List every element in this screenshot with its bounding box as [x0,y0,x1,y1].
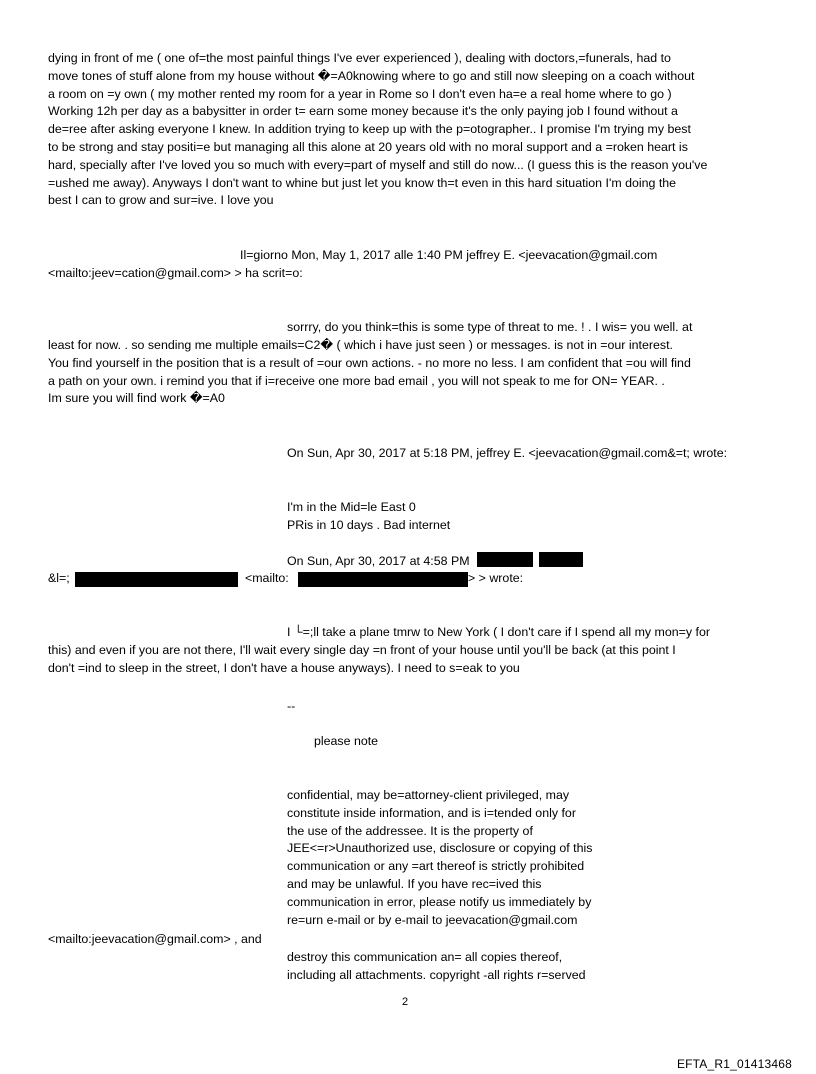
confidentiality-disclaimer-end [287,949,586,985]
text-line: to be strong and stay positi=e but managing all this alone at 20 years old with no moral support and a =roken heart is [48,139,688,154]
redaction-box [75,572,238,587]
text-line: communication or any =art thereof is strictly prohibited [287,859,585,874]
reply-header-3-prefix: On Sun, Apr 30, 2017 at 4:58 PM [287,554,470,568]
text-line: =ushed me away). Anyways I don't want to whine but just let you know th=t even in this hard situation I'm doing the [48,175,677,190]
reply-header-3-amp: &l=; [48,571,70,585]
reply-header-3-wrote: > > wrote: [468,571,524,585]
text-line: hard, specially after I've loved you so much with every=part of myself and still do now... (I guess this is the reason you've [48,157,708,172]
reply-header-italian-line2: <mailto:jeev=cation@gmail.com> > ha scrit=o: [48,266,303,280]
text-line: destroy this communication an= all copies thereof, [287,950,563,964]
text-line: de=ree after asking everyone I knew. In addition trying to keep up with the p=otographer.. I promise I'm trying my best [48,122,691,137]
text-line: re=urn e-mail or by e-mail to jeevacation@gmail.com [287,912,578,927]
text-line: a path on your own. i remind you that if i=receive one more bad email , you will not speak to me for ON= YEAR. . [48,373,665,388]
confidentiality-disclaimer [287,787,592,929]
signature-separator: -- [287,699,296,713]
text-line: communication in error, please notify us immediately by [287,894,592,909]
email-body-paragraph-3-first-line: I └=;ll take a plane tmrw to New York ( I don't care if I spend all my mon=y for [287,625,710,639]
redaction-box [298,572,468,587]
redaction-box [539,552,583,567]
text-line: Working 12h per day as a babysitter in order t= earn some money because it's the only paying job I found without a [48,104,678,119]
text-line: constitute inside information, and is i=tended only for [287,805,576,820]
text-line: the use of the addressee. It is the property of [287,823,533,838]
text-line: confidential, may be=attorney-client privileged, may [287,788,570,802]
text-line: this) and even if you are not there, I'll wait every single day =n front of your house until you'll be back (at this point I [48,643,676,657]
text-line: You find yourself in the position that is a result of =our own actions. - no more no less. I am confident that =ou will find [48,355,691,370]
page-number: 2 [402,996,409,1008]
email-body-paragraph-1 [48,50,707,210]
text-line: a room on =y own ( my mother rented my room for a year in Rome so I don't even ha=e a real home where to go ) [48,86,672,101]
text-line: dying in front of me ( one of=the most painful things I've ever experienced ), dealing with doctors,=funerals, had to [48,51,671,65]
email-body-paragraph-3 [48,642,676,678]
text-line: and may be unlawful. If you have rec=ived this [287,876,542,891]
text-line: move tones of stuff alone from my house without �=A0knowing where to go and still now sleeping on a coach without [48,68,695,83]
reply-header-italian-line1: Il=giorno Mon, May 1, 2017 alle 1:40 PM jeffrey E. <jeevacation@gmail.com [240,248,658,262]
text-line: including all attachments. copyright -all rights r=served [287,967,586,982]
disclaimer-mailto-line: <mailto:jeevacation@gmail.com> , and [48,932,262,946]
text-line: Im sure you will find work �=A0 [48,391,225,406]
reply-header-3-line2 [48,570,568,588]
document-footer-id: EFTA_R1_01413468 [676,1057,792,1071]
text-line: don't =ind to sleep in the street, I don't have a house anyways). I need to s=eak to you [48,660,520,675]
redaction-box [477,552,533,567]
text-line: I'm in the Mid=le East 0 [287,500,416,514]
reply-header-3-mailto: <mailto: [245,571,289,585]
text-line: least for now. . so sending me multiple emails=C2� ( which i have just seen ) or messages. is not in =our interest. [48,338,673,352]
text-line: best I can to grow and sur=ive. I love you [48,193,274,208]
please-note-label: please note [314,734,379,748]
reply-header-2: On Sun, Apr 30, 2017 at 5:18 PM, jeffrey E. <jeevacation@gmail.com&=t; wrote: [287,446,728,460]
email-body-paragraph-2-first-line: sorrry, do you think=this is some type of threat to me. ! . I wis= you well. at [287,320,693,334]
email-body-paragraph-2 [48,337,691,408]
text-line: JEE<=r>Unauthorized use, disclosure or copying of this [287,841,593,856]
reply-header-3-line1 [287,552,583,571]
text-line: PRis in 10 days . Bad internet [287,517,451,532]
email-body-middle-east [287,499,450,535]
